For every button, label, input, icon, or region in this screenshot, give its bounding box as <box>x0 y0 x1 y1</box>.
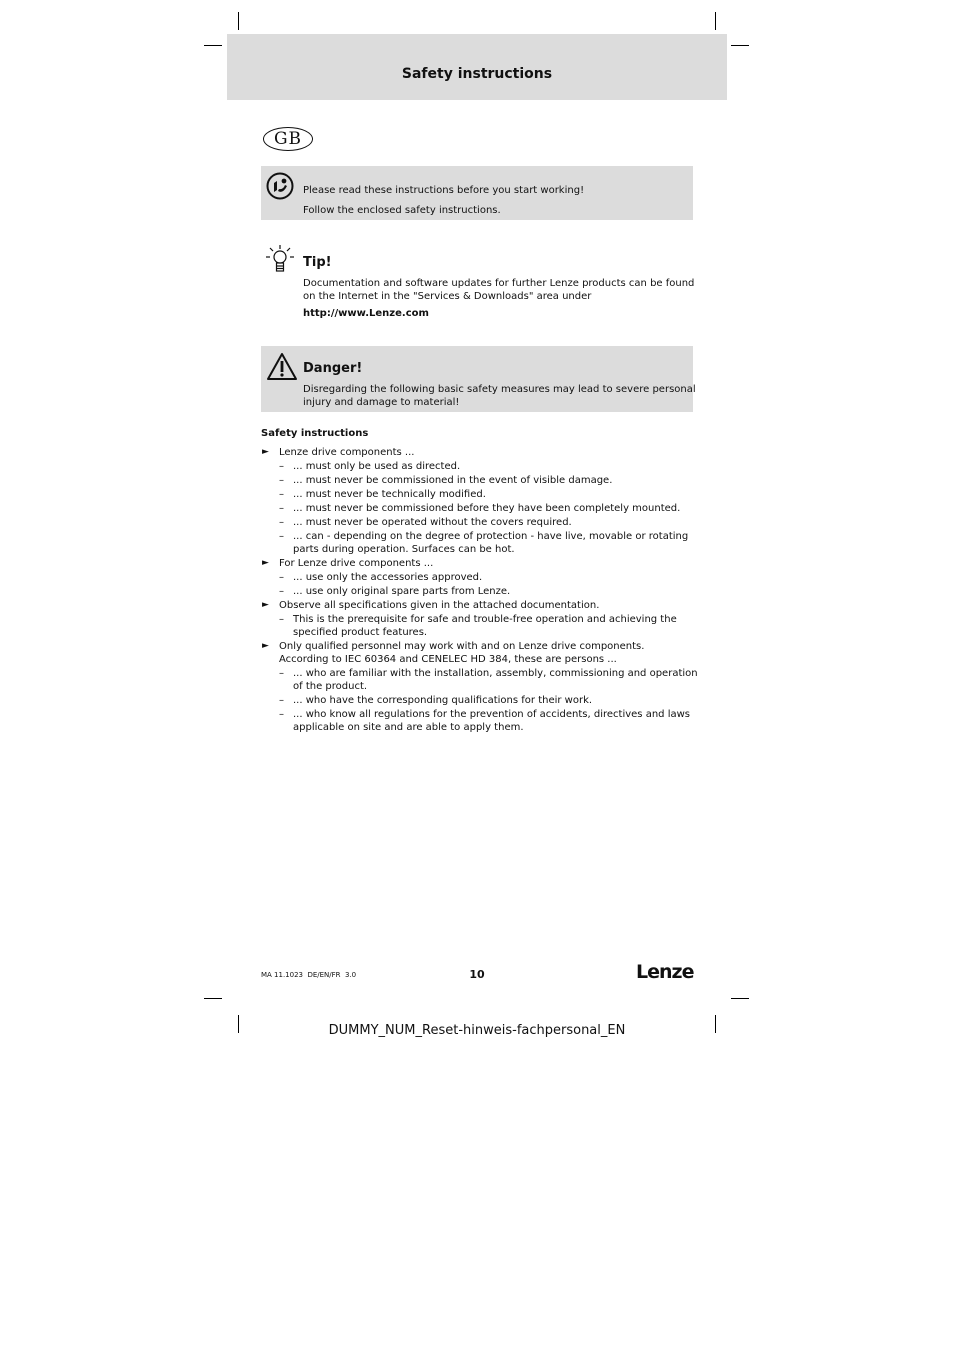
dash-marker: – <box>279 531 284 542</box>
dash-marker: – <box>279 572 284 583</box>
list-item-text: ... use only the accessories approved. <box>293 572 483 583</box>
list-item-text: Only qualified personnel may work with and on Lenze drive components. <box>279 641 645 652</box>
page-title: Safety instructions <box>401 66 553 82</box>
read-instructions-box <box>261 166 693 220</box>
list-item-text: ... must never be commissioned in the event of visible damage. <box>293 475 613 486</box>
dash-marker: – <box>279 489 284 500</box>
danger-text-line1: Disregarding the following basic safety measures may lead to severe personal <box>303 384 696 395</box>
dash-marker: – <box>279 668 284 679</box>
read-manual-icon <box>266 172 294 200</box>
tip-text-line2: on the Internet in the "Services & Downloads" area under <box>303 291 592 302</box>
list-item-text: ... must never be operated without the covers required. <box>293 517 572 528</box>
dash-marker: – <box>279 695 284 706</box>
lenze-logo: Lenze <box>636 961 694 983</box>
crop-mark <box>204 998 222 999</box>
read-notice-line1: Please read these instructions before you start working! <box>303 185 585 196</box>
list-item-text: This is the prerequisite for safe and trouble-free operation and achieving the <box>293 614 677 625</box>
dash-marker: – <box>279 517 284 528</box>
list-item-text: For Lenze drive components ... <box>279 558 434 569</box>
danger-box <box>261 346 696 412</box>
dash-marker: – <box>279 461 284 472</box>
bullet-marker-icon: ► <box>262 600 269 610</box>
header-band <box>227 34 727 100</box>
list-item-text: ... who are familiar with the installation, assembly, commissioning and operation <box>293 668 698 679</box>
tip-text-line1: Documentation and software updates for further Lenze products can be found <box>303 278 695 289</box>
list-item-text: applicable on site and are able to apply them. <box>293 722 524 733</box>
file-label: DUMMY_NUM_Reset-hinweis-fachpersonal_EN <box>328 1023 626 1038</box>
crop-mark <box>204 45 222 46</box>
tip-url-link[interactable]: http://www.Lenze.com <box>303 308 429 319</box>
tip-title: Tip! <box>303 255 332 270</box>
warning-icon <box>266 352 298 382</box>
list-item-text: ... who know all regulations for the prevention of accidents, directives and laws <box>293 709 690 720</box>
list-item-text: ... must only be used as directed. <box>293 461 461 472</box>
danger-text-line2: injury and damage to material! <box>303 397 460 408</box>
section-heading: Safety instructions <box>261 428 369 439</box>
dash-marker: – <box>279 586 284 597</box>
language-badge: GB <box>263 127 313 151</box>
crop-mark <box>715 12 716 30</box>
lightbulb-icon <box>265 244 295 274</box>
list-item-text: According to IEC 60364 and CENELEC HD 384, these are persons ... <box>279 654 617 665</box>
crop-mark <box>731 45 749 46</box>
list-item-text: ... can - depending on the degree of protection - have live, movable or rotating <box>293 531 689 542</box>
list-item-text: of the product. <box>293 681 368 692</box>
bullet-marker-icon: ► <box>262 641 269 651</box>
list-item-text: ... must never be technically modified. <box>293 489 486 500</box>
dash-marker: – <box>279 709 284 720</box>
list-item-text: Observe all specifications given in the attached documentation. <box>279 600 600 611</box>
crop-mark <box>731 998 749 999</box>
dash-marker: – <box>279 614 284 625</box>
dash-marker: – <box>279 503 284 514</box>
read-notice-line2: Follow the enclosed safety instructions. <box>303 205 501 216</box>
list-item-text: Lenze drive components ... <box>279 447 415 458</box>
bullet-marker-icon: ► <box>262 558 269 568</box>
bullet-marker-icon: ► <box>262 447 269 457</box>
document-reference: MA 11.1023 DE/EN/FR 3.0 <box>261 971 357 979</box>
crop-mark <box>238 12 239 30</box>
list-item-text: specified product features. <box>293 627 428 638</box>
page-number: 10 <box>469 968 485 981</box>
dash-marker: – <box>279 475 284 486</box>
danger-title: Danger! <box>303 361 363 376</box>
list-item-text: ... who have the corresponding qualifications for their work. <box>293 695 593 706</box>
list-item-text: ... use only original spare parts from Lenze. <box>293 586 511 597</box>
list-item-text: ... must never be commissioned before they have been completely mounted. <box>293 503 681 514</box>
list-item-text: parts during operation. Surfaces can be hot. <box>293 544 515 555</box>
